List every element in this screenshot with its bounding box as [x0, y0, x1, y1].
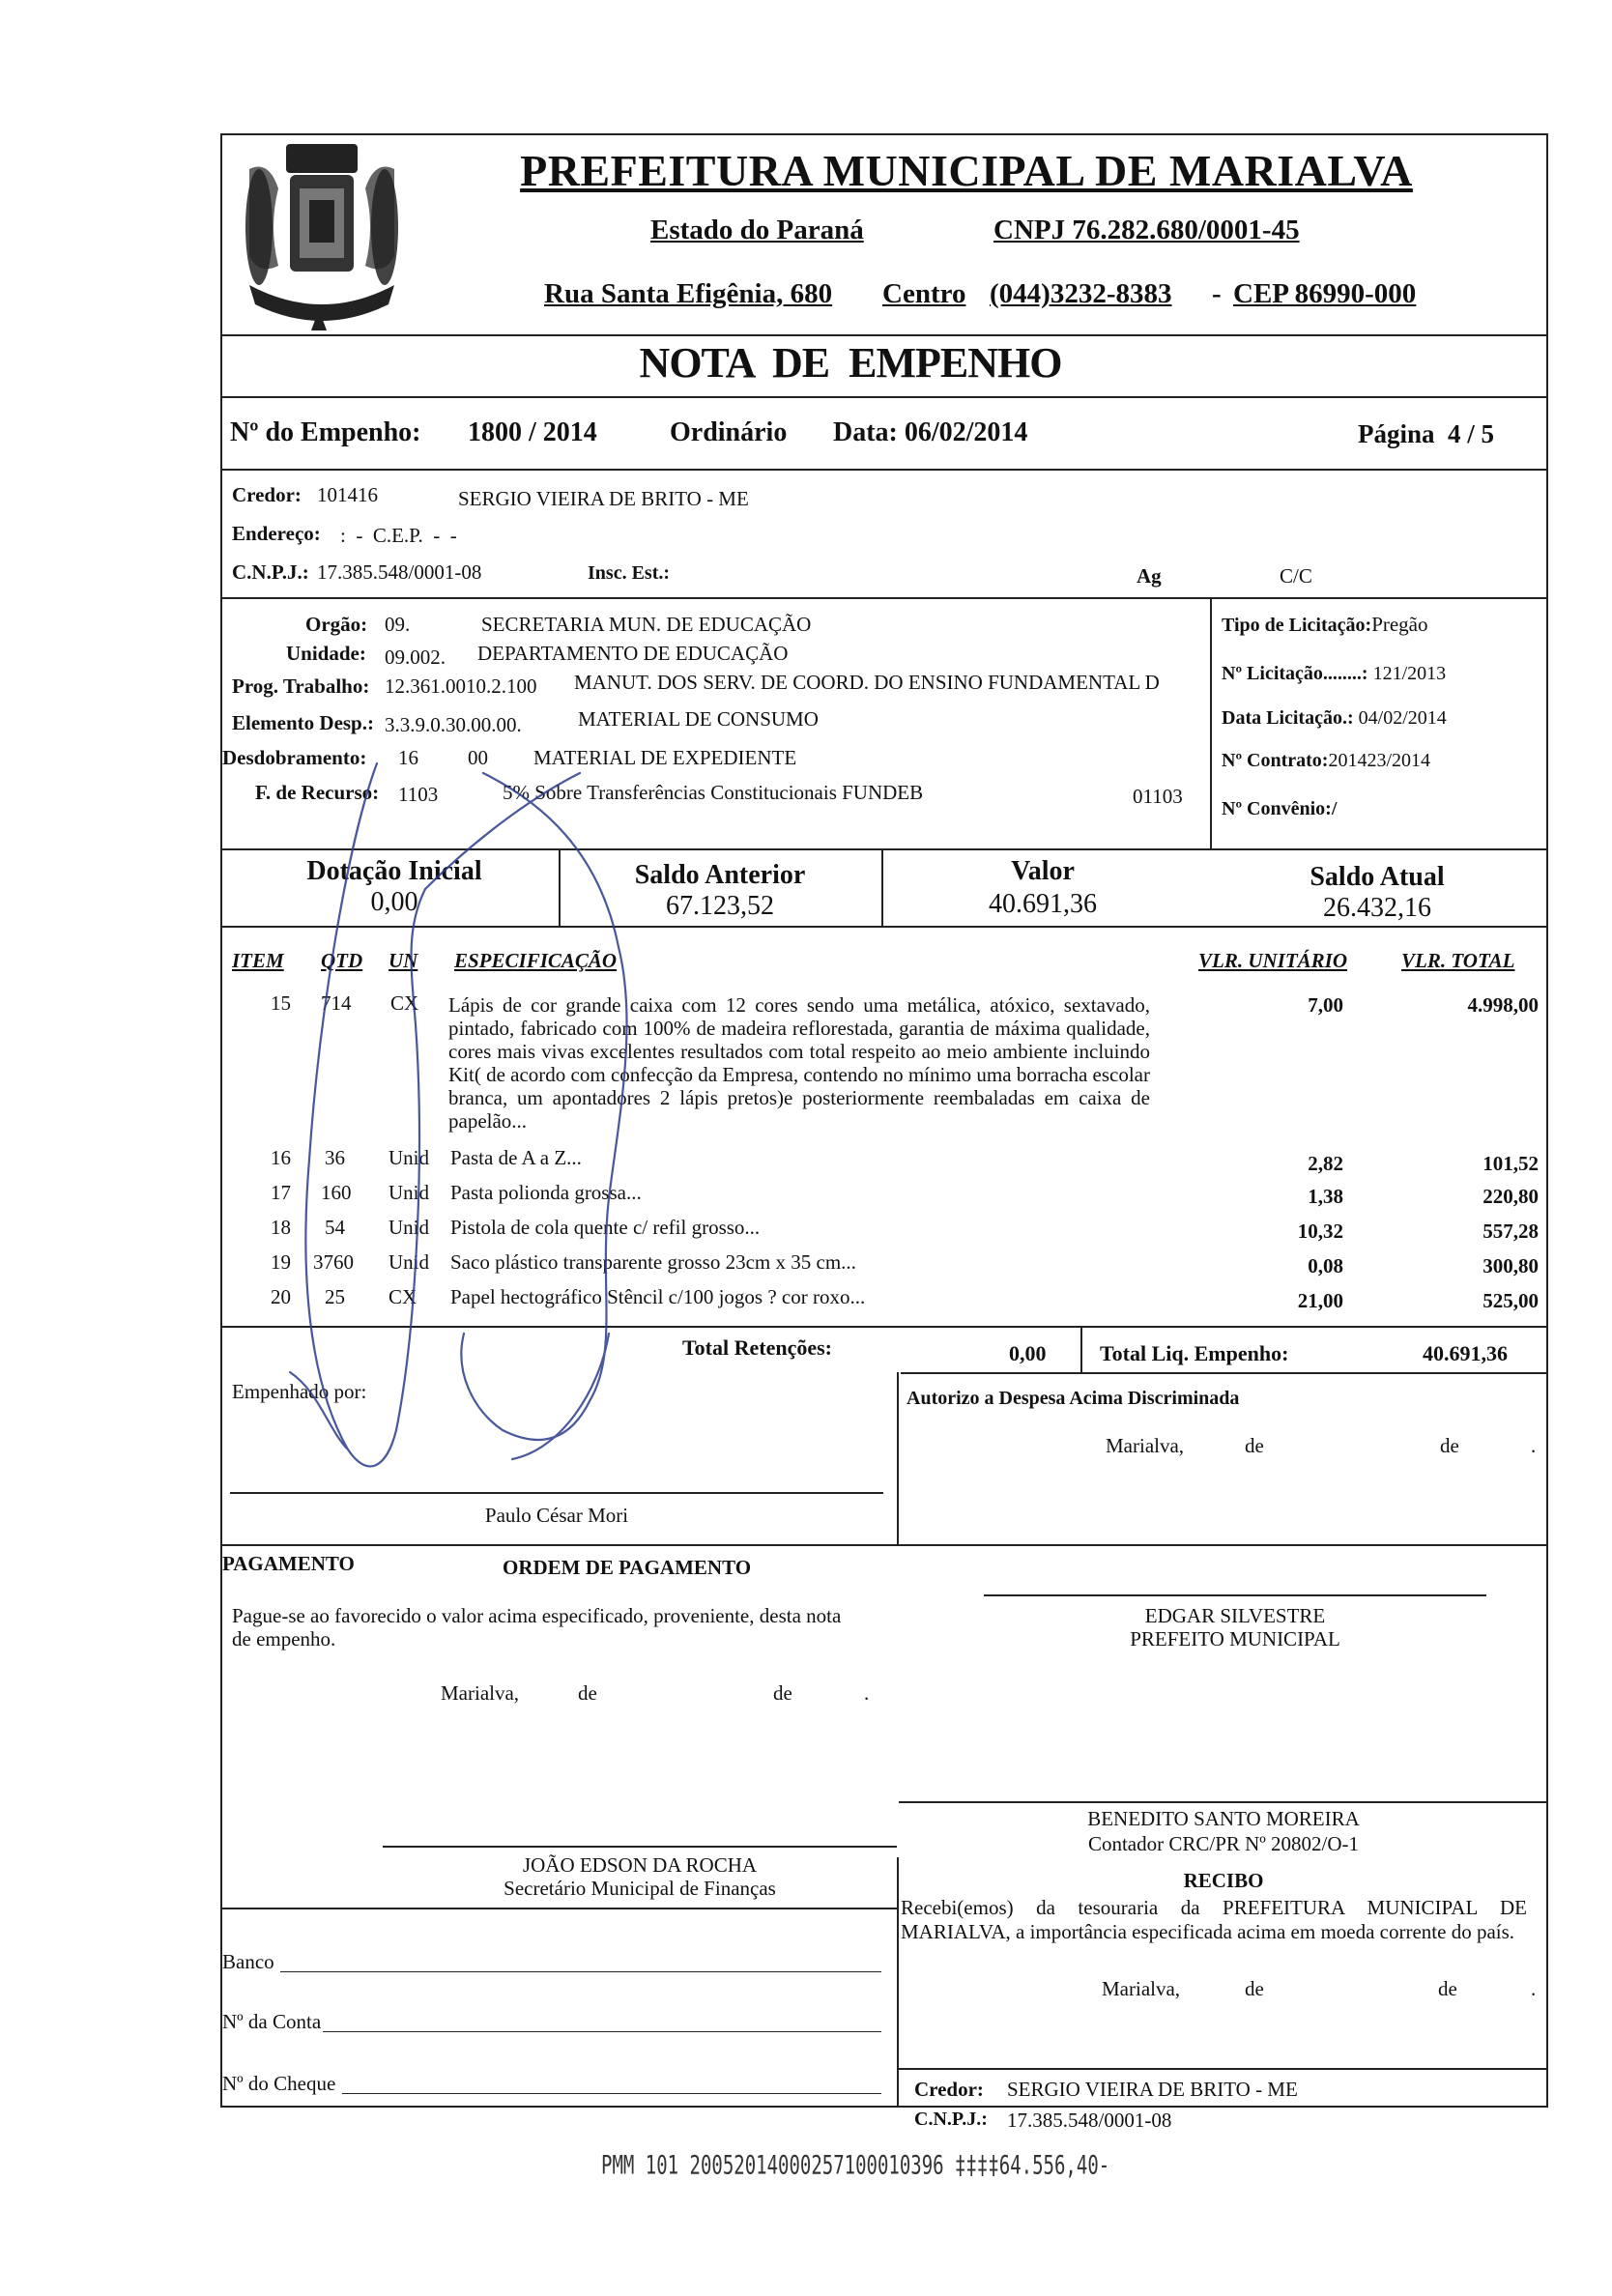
prefeito-name: EDGAR SILVESTRE — [1144, 1604, 1326, 1627]
prog-name: MANUT. DOS SERV. DE COORD. DO ENSINO FUNDAMENTAL D — [574, 671, 1160, 694]
convenio-label: Nº Convênio:/ — [1222, 798, 1338, 819]
tipo-licitacao-value: Pregão — [1371, 613, 1428, 636]
recurso-name: 5% Sobre Transferências Constitucionais FUNDEB — [503, 781, 924, 804]
item-unit: 21,00 — [1297, 1289, 1343, 1312]
item-number: 19 — [271, 1250, 291, 1274]
autorizo-label: Autorizo a Despesa Acima Discriminada — [907, 1388, 1240, 1409]
autorizo-de-2: de — [1440, 1434, 1459, 1457]
empenho-date: Data: 06/02/2014 — [833, 417, 1028, 447]
desd-label: Desdobramento: — [222, 746, 367, 769]
pagamento-city: Marialva, — [441, 1681, 520, 1705]
item-unit: 10,32 — [1297, 1220, 1343, 1243]
col-qtd: QTD — [321, 949, 363, 972]
item-un: CX — [389, 1285, 417, 1308]
autorizo-dot: . — [1531, 1434, 1537, 1457]
doc-title: NOTA DE EMPENHO — [639, 339, 1062, 387]
empenhado-name: Paulo César Mori — [484, 1504, 629, 1527]
page-title: PREFEITURA MUNICIPAL DE MARIALVA — [520, 146, 1413, 195]
cnpj-credor-label: C.N.P.J.: — [232, 560, 309, 584]
credor-code: 101416 — [317, 483, 378, 506]
banco-label: Banco — [222, 1950, 274, 1973]
item-un: CX — [390, 991, 419, 1015]
item-total: 525,00 — [1482, 1289, 1539, 1312]
desd-code: 16 — [398, 746, 418, 769]
contrato-value: 201423/2014 — [1328, 750, 1431, 771]
unidade-label: Unidade: — [286, 642, 366, 665]
item-total: 300,80 — [1482, 1254, 1539, 1277]
secretario-title: Secretário Municipal de Finanças — [504, 1877, 776, 1900]
contador-name: BENEDITO SANTO MOREIRA — [1087, 1807, 1360, 1830]
footer-code: PMM 101 20052014000257100010396 ‡‡‡‡64.556,40- — [601, 2150, 1110, 2181]
item-total: 4.998,00 — [1467, 993, 1539, 1017]
item-number: 16 — [271, 1146, 291, 1169]
cnpj-label: CNPJ 76.282.680/0001-45 — [993, 215, 1300, 245]
data-licitacao-value: 04/02/2014 — [1358, 707, 1447, 729]
orgao-name: SECRETARIA MUN. DE EDUCAÇÃO — [481, 613, 812, 636]
num-licitacao-title: Nº Licitação........: — [1222, 663, 1368, 684]
elem-code: 3.3.9.0.30.00.00. — [385, 713, 522, 736]
tipo-licitacao-title: Tipo de Licitação: — [1222, 615, 1372, 636]
item-qtd: 25 — [325, 1285, 345, 1308]
recibo-de-2: de — [1438, 1977, 1457, 2000]
item-qtd: 36 — [325, 1146, 345, 1169]
recibo-title: RECIBO — [1183, 1869, 1264, 1892]
recibo-city: Marialva, — [1102, 1977, 1181, 2000]
cep-label: CEP 86990-000 — [1233, 278, 1417, 309]
pagamento-de-2: de — [773, 1681, 792, 1705]
pagamento-dot: . — [864, 1681, 870, 1705]
prog-label: Prog. Trabalho: — [232, 674, 370, 698]
desd-name: MATERIAL DE EXPEDIENTE — [533, 746, 797, 769]
item-spec: Pistola de cola quente c/ refil grosso... — [450, 1216, 761, 1239]
item-spec: Pasta de A a Z... — [450, 1146, 582, 1169]
item-unit: 0,08 — [1308, 1254, 1343, 1277]
recibo-credor-value: SERGIO VIEIRA DE BRITO - ME — [1007, 2078, 1298, 2101]
col-total: VLR. TOTAL — [1401, 949, 1515, 972]
saldo-atual-value: 26.432,16 — [1323, 893, 1431, 923]
saldo-anterior-value: 67.123,52 — [666, 891, 774, 921]
data-licitacao-title: Data Licitação.: — [1222, 707, 1354, 729]
prog-code: 12.361.0010.2.100 — [385, 674, 537, 698]
item-number: 15 — [271, 991, 291, 1015]
pagamento-label: PAGAMENTO — [222, 1552, 355, 1575]
col-item: ITEM — [232, 949, 284, 972]
num-licitacao-value: 121/2013 — [1372, 663, 1447, 684]
dash-sep: - — [1212, 278, 1222, 309]
prefeito-title: PREFEITO MUNICIPAL — [1130, 1627, 1340, 1650]
recibo-cnpj-label: C.N.P.J.: — [914, 2109, 988, 2130]
item-total: 557,28 — [1482, 1220, 1539, 1243]
valor-value: 40.691,36 — [989, 889, 1097, 919]
item-qtd: 714 — [321, 991, 352, 1015]
autorizo-de-1: de — [1245, 1434, 1264, 1457]
credor-name: SERGIO VIEIRA DE BRITO - ME — [458, 487, 749, 510]
item-un: Unid — [389, 1216, 429, 1239]
cheque-label: Nº do Cheque — [222, 2072, 336, 2095]
retencoes-label: Total Retenções: — [682, 1335, 832, 1360]
page-number: Página 4 / 5 — [1358, 419, 1495, 448]
item-number: 20 — [271, 1285, 291, 1308]
endereco-label: Endereço: — [232, 522, 321, 545]
desd-sub: 00 — [468, 746, 488, 769]
item-number: 17 — [271, 1181, 291, 1204]
recibo-cnpj-value: 17.385.548/0001-08 — [1007, 2109, 1172, 2132]
col-unit: VLR. UNITÁRIO — [1198, 949, 1348, 972]
district-label: Centro — [882, 278, 966, 309]
item-unit: 7,00 — [1308, 993, 1343, 1017]
contrato-title: Nº Contrato: — [1222, 750, 1329, 771]
col-spec: ESPECIFICAÇÃO — [454, 949, 618, 972]
item-spec: Pasta polionda grossa... — [450, 1181, 642, 1204]
item-unit: 1,38 — [1308, 1185, 1343, 1208]
orgao-code: 09. — [385, 613, 411, 636]
secretario-name: JOÃO EDSON DA ROCHA — [522, 1853, 758, 1877]
empenhado-label: Empenhado por: — [232, 1380, 367, 1403]
recibo-text: Recebi(emos) da tesouraria da PREFEITURA MUNICIPAL DE MARIALVA, a importância especificada acima em moeda corrente do país. — [901, 1896, 1527, 1943]
empenho-label: Nº do Empenho: — [230, 417, 421, 447]
contador-title: Contador CRC/PR Nº 20802/O-1 — [1087, 1832, 1360, 1855]
pagamento-de-1: de — [578, 1681, 597, 1705]
recibo-de-1: de — [1245, 1977, 1264, 2000]
credor-label: Credor: — [232, 483, 302, 506]
saldo-anterior-label: Saldo Anterior — [634, 860, 806, 890]
empenho-number: 1800 / 2014 — [468, 417, 597, 447]
dotacao-label: Dotação Inicial — [306, 856, 482, 886]
recibo-credor-label: Credor: — [914, 2078, 984, 2101]
valor-label: Valor — [1011, 856, 1075, 886]
endereco-value: : - C.E.P. - - — [340, 524, 457, 547]
retencoes-value: 0,00 — [1009, 1341, 1047, 1365]
cnpj-credor-value: 17.385.548/0001-08 — [317, 560, 482, 584]
item-un: Unid — [389, 1181, 429, 1204]
item-qtd: 3760 — [313, 1250, 354, 1274]
elem-label: Elemento Desp.: — [232, 711, 374, 734]
cc-label: C/C — [1280, 564, 1312, 588]
item-spec: Saco plástico transparente grosso 23cm x 35 cm... — [450, 1250, 856, 1274]
phone-label: (044)3232-8383 — [990, 278, 1172, 309]
recurso-ref: 01103 — [1133, 785, 1183, 808]
pagamento-text: Pague-se ao favorecido o valor acima especificado, proveniente, desta nota de empenho. — [232, 1604, 842, 1650]
autorizo-city: Marialva, — [1106, 1434, 1185, 1457]
elem-name: MATERIAL DE CONSUMO — [578, 707, 819, 731]
item-un: Unid — [389, 1146, 429, 1169]
item-number: 18 — [271, 1216, 291, 1239]
unidade-code: 09.002. — [385, 646, 446, 669]
conta-label: Nº da Conta — [222, 2010, 322, 2033]
saldo-atual-label: Saldo Atual — [1310, 862, 1445, 892]
item-spec: Papel hectográfico Stêncil c/100 jogos ? cor roxo... — [450, 1285, 866, 1308]
recurso-code: 1103 — [398, 783, 439, 806]
ag-label: Ag — [1137, 564, 1162, 588]
empenho-type: Ordinário — [670, 417, 788, 447]
item-qtd: 160 — [321, 1181, 352, 1204]
street-label: Rua Santa Efigênia, 680 — [544, 278, 833, 309]
col-un: UN — [389, 949, 418, 972]
item-spec: Lápis de cor grande caixa com 12 cores sendo uma metálica, atóxico, sextavado, pintado, fabricado com 100% de madeira reflorestada, garantia de máxima qualidade, cores mais vivas excelentes resultados com total respeito ao meio ambiente incluindo Kit( de acordo com confecção da Empresa, contendo no mínimo uma borracha escolar branca, um apontadores 2 lápis pretos)e posteriormente reembaladas em caixa de papelão... — [448, 993, 1150, 1133]
recibo-dot: . — [1531, 1977, 1537, 2000]
item-total: 101,52 — [1482, 1152, 1539, 1175]
item-total: 220,80 — [1482, 1185, 1539, 1208]
insc-label: Insc. Est.: — [588, 562, 671, 584]
orgao-label: Orgão: — [305, 613, 368, 636]
liq-label: Total Liq. Empenho: — [1100, 1341, 1289, 1365]
liq-value: 40.691,36 — [1423, 1341, 1508, 1365]
item-unit: 2,82 — [1308, 1152, 1343, 1175]
recurso-label: F. de Recurso: — [255, 781, 380, 804]
item-un: Unid — [389, 1250, 429, 1274]
dotacao-value: 0,00 — [370, 887, 418, 917]
unidade-name: DEPARTAMENTO DE EDUCAÇÃO — [477, 642, 789, 665]
item-qtd: 54 — [325, 1216, 345, 1239]
state-label: Estado do Paraná — [650, 215, 864, 245]
ordem-pagamento-label: ORDEM DE PAGAMENTO — [503, 1556, 752, 1579]
